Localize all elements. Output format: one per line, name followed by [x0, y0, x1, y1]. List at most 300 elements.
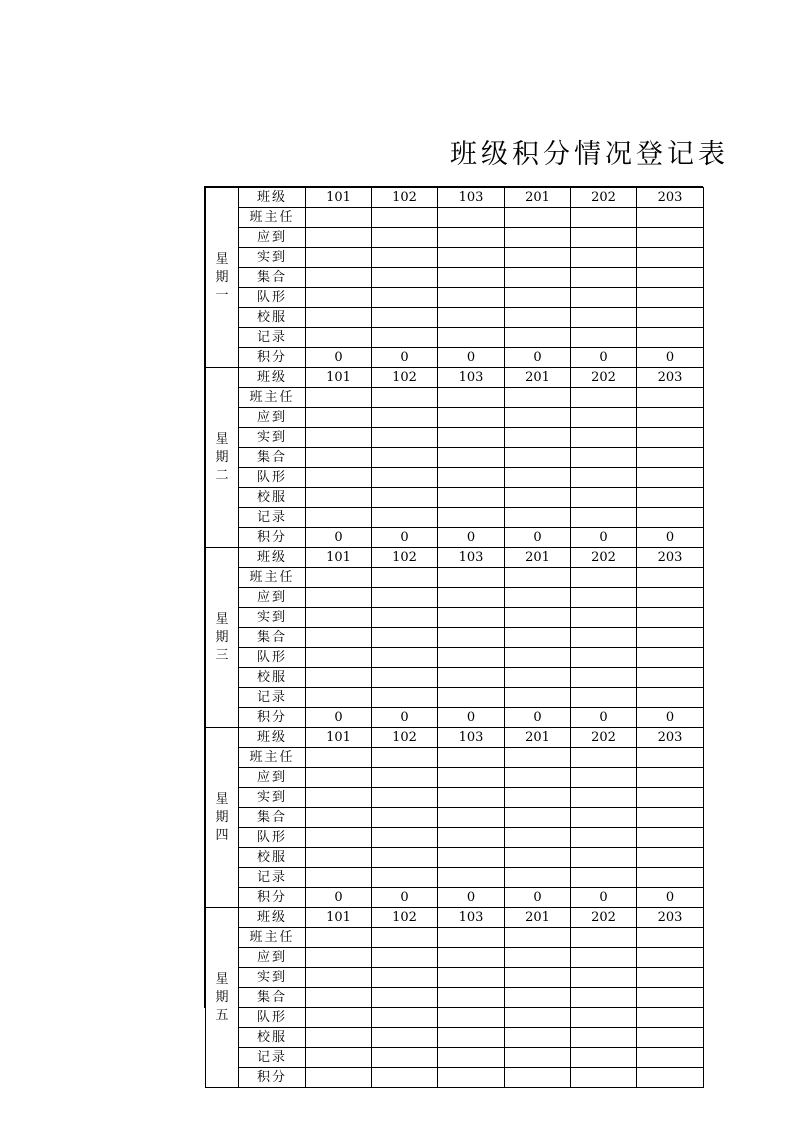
score-cell: 0: [372, 888, 438, 908]
row-label: 集合: [239, 268, 306, 288]
score-cell: 0: [438, 708, 505, 728]
table-row: [206, 628, 704, 648]
table-row: [206, 228, 704, 248]
entry-cell: [505, 408, 571, 428]
score-cell: 0: [372, 348, 438, 368]
class-number-cell: 102: [372, 548, 438, 568]
class-number-cell: 101: [306, 908, 372, 928]
table-row: [206, 468, 704, 488]
entry-cell: [438, 248, 505, 268]
entry-cell: [438, 808, 505, 828]
score-cell: 0: [637, 708, 704, 728]
score-cell: 0: [637, 888, 704, 908]
entry-cell: [571, 408, 637, 428]
entry-cell: [438, 1048, 505, 1068]
entry-cell: [438, 828, 505, 848]
entry-cell: [306, 308, 372, 328]
table-row: [206, 868, 704, 888]
table-row: [206, 748, 704, 768]
entry-cell: [637, 208, 704, 228]
entry-cell: [372, 288, 438, 308]
day-label: [206, 548, 239, 728]
table-row: [206, 1028, 704, 1048]
entry-cell: [306, 808, 372, 828]
row-label: 积分: [239, 708, 306, 728]
entry-cell: [505, 308, 571, 328]
entry-cell: [438, 468, 505, 488]
entry-cell: [637, 228, 704, 248]
entry-cell: [306, 688, 372, 708]
entry-cell: [306, 768, 372, 788]
entry-cell: [571, 268, 637, 288]
table-row: [206, 888, 704, 908]
entry-cell: [571, 808, 637, 828]
row-label: 实到: [239, 968, 306, 988]
entry-cell: [637, 608, 704, 628]
row-label: 集合: [239, 808, 306, 828]
entry-cell: [372, 488, 438, 508]
entry-cell: [372, 508, 438, 528]
entry-cell: [438, 448, 505, 468]
row-label: 班级: [239, 188, 306, 208]
entry-cell: [306, 288, 372, 308]
score-cell: 0: [306, 348, 372, 368]
entry-cell: [571, 768, 637, 788]
class-number-cell: 201: [505, 728, 571, 748]
score-cell: 0: [505, 888, 571, 908]
entry-cell: [571, 648, 637, 668]
entry-cell: [438, 408, 505, 428]
entry-cell: [372, 568, 438, 588]
entry-cell: [372, 428, 438, 448]
row-label: 班主任: [239, 208, 306, 228]
entry-cell: [637, 748, 704, 768]
entry-cell: [306, 648, 372, 668]
row-label: 记录: [239, 508, 306, 528]
entry-cell: [571, 428, 637, 448]
score-table: [205, 187, 704, 1088]
entry-cell: [306, 508, 372, 528]
score-table-body: [206, 188, 704, 1088]
score-cell: 0: [571, 888, 637, 908]
score-cell: 0: [505, 348, 571, 368]
entry-cell: [637, 928, 704, 948]
entry-cell: [505, 1008, 571, 1028]
entry-cell: [306, 828, 372, 848]
entry-cell: [438, 968, 505, 988]
entry-cell: [505, 448, 571, 468]
entry-cell: [372, 668, 438, 688]
entry-cell: [438, 668, 505, 688]
entry-cell: [505, 928, 571, 948]
table-row: [206, 208, 704, 228]
table-row: [206, 488, 704, 508]
day-label-char: 五: [215, 1007, 229, 1023]
table-row: [206, 408, 704, 428]
entry-cell: [571, 328, 637, 348]
entry-cell: [372, 768, 438, 788]
table-row: [206, 968, 704, 988]
entry-cell: [571, 468, 637, 488]
class-number-cell: 103: [438, 188, 505, 208]
class-number-cell: 101: [306, 188, 372, 208]
table-row: [206, 548, 704, 568]
entry-cell: [637, 508, 704, 528]
entry-cell: [438, 428, 505, 448]
entry-cell: [306, 268, 372, 288]
entry-cell: [571, 308, 637, 328]
entry-cell: [571, 488, 637, 508]
entry-cell: [571, 1048, 637, 1068]
entry-cell: [438, 208, 505, 228]
score-cell: 0: [637, 348, 704, 368]
class-number-cell: 202: [571, 908, 637, 928]
row-label: 记录: [239, 328, 306, 348]
score-cell: 0: [571, 708, 637, 728]
score-cell: 0: [372, 708, 438, 728]
table-row: [206, 448, 704, 468]
day-label-char: 期: [215, 449, 229, 465]
entry-cell: [571, 208, 637, 228]
entry-cell: [637, 848, 704, 868]
row-label: 队形: [239, 648, 306, 668]
class-number-cell: 102: [372, 908, 438, 928]
entry-cell: [637, 648, 704, 668]
entry-cell: [505, 968, 571, 988]
entry-cell: [438, 688, 505, 708]
entry-cell: [438, 788, 505, 808]
class-number-cell: 203: [637, 188, 704, 208]
entry-cell: [372, 808, 438, 828]
table-row: [206, 568, 704, 588]
entry-cell: [505, 868, 571, 888]
entry-cell: [438, 588, 505, 608]
class-number-cell: 102: [372, 368, 438, 388]
day-label-char: 四: [215, 827, 229, 843]
entry-cell: [372, 608, 438, 628]
table-row: [206, 728, 704, 748]
entry-cell: [372, 248, 438, 268]
row-label: 班主任: [239, 748, 306, 768]
entry-cell: [306, 608, 372, 628]
entry-cell: [571, 588, 637, 608]
class-number-cell: 103: [438, 368, 505, 388]
class-number-cell: 203: [637, 548, 704, 568]
entry-cell: [571, 508, 637, 528]
entry-cell: [306, 328, 372, 348]
entry-cell: [372, 848, 438, 868]
entry-cell: [438, 268, 505, 288]
score-sheet: [204, 186, 703, 1085]
entry-cell: [505, 668, 571, 688]
entry-cell: [505, 508, 571, 528]
entry-cell: [637, 448, 704, 468]
entry-cell: [306, 568, 372, 588]
entry-cell: [438, 948, 505, 968]
entry-cell: [306, 1008, 372, 1028]
entry-cell: [372, 828, 438, 848]
entry-cell: [505, 1048, 571, 1068]
entry-cell: [438, 608, 505, 628]
score-cell: 0: [505, 708, 571, 728]
entry-cell: [505, 228, 571, 248]
row-label: 实到: [239, 608, 306, 628]
table-row: [206, 268, 704, 288]
class-number-cell: 203: [637, 728, 704, 748]
day-label-char: 星: [215, 251, 229, 267]
row-label: 班主任: [239, 388, 306, 408]
entry-cell: [637, 388, 704, 408]
table-row: [206, 328, 704, 348]
class-number-cell: 101: [306, 728, 372, 748]
row-label: 实到: [239, 788, 306, 808]
entry-cell: [505, 808, 571, 828]
score-cell: [438, 1068, 505, 1088]
table-row: [206, 708, 704, 728]
entry-cell: [505, 488, 571, 508]
entry-cell: [505, 208, 571, 228]
entry-cell: [505, 588, 571, 608]
entry-cell: [637, 328, 704, 348]
score-cell: 0: [637, 528, 704, 548]
entry-cell: [372, 688, 438, 708]
row-label: 积分: [239, 348, 306, 368]
entry-cell: [505, 988, 571, 1008]
entry-cell: [571, 948, 637, 968]
row-label: 班主任: [239, 928, 306, 948]
table-row: [206, 188, 704, 208]
entry-cell: [505, 848, 571, 868]
entry-cell: [306, 988, 372, 1008]
class-number-cell: 202: [571, 548, 637, 568]
page-title: 班级积分情况登记表: [450, 139, 729, 170]
entry-cell: [306, 968, 372, 988]
entry-cell: [637, 1048, 704, 1068]
score-cell: 0: [306, 708, 372, 728]
table-row: [206, 1068, 704, 1088]
row-label: 记录: [239, 868, 306, 888]
row-label: 应到: [239, 228, 306, 248]
day-label-char: 期: [215, 629, 229, 645]
entry-cell: [637, 768, 704, 788]
entry-cell: [505, 828, 571, 848]
entry-cell: [637, 1008, 704, 1028]
entry-cell: [306, 228, 372, 248]
entry-cell: [571, 1008, 637, 1028]
entry-cell: [505, 1028, 571, 1048]
table-row: [206, 788, 704, 808]
class-number-cell: 102: [372, 188, 438, 208]
score-cell: 0: [438, 528, 505, 548]
entry-cell: [637, 268, 704, 288]
entry-cell: [372, 628, 438, 648]
row-label: 应到: [239, 408, 306, 428]
entry-cell: [571, 968, 637, 988]
entry-cell: [306, 668, 372, 688]
entry-cell: [438, 1028, 505, 1048]
score-cell: [637, 1068, 704, 1088]
entry-cell: [637, 568, 704, 588]
entry-cell: [306, 488, 372, 508]
entry-cell: [372, 928, 438, 948]
row-label: 班主任: [239, 568, 306, 588]
entry-cell: [306, 748, 372, 768]
day-label-char: 三: [215, 647, 229, 663]
entry-cell: [505, 388, 571, 408]
entry-cell: [637, 428, 704, 448]
entry-cell: [505, 768, 571, 788]
table-row: [206, 668, 704, 688]
entry-cell: [637, 468, 704, 488]
entry-cell: [505, 608, 571, 628]
class-number-cell: 201: [505, 188, 571, 208]
entry-cell: [438, 508, 505, 528]
day-label: [206, 908, 239, 1088]
entry-cell: [372, 748, 438, 768]
row-label: 队形: [239, 828, 306, 848]
entry-cell: [637, 688, 704, 708]
entry-cell: [306, 388, 372, 408]
table-row: [206, 248, 704, 268]
class-number-cell: 203: [637, 908, 704, 928]
entry-cell: [637, 288, 704, 308]
entry-cell: [571, 668, 637, 688]
entry-cell: [505, 268, 571, 288]
entry-cell: [571, 848, 637, 868]
table-row: [206, 808, 704, 828]
class-number-cell: 201: [505, 908, 571, 928]
day-label-char: 二: [215, 467, 229, 483]
entry-cell: [571, 928, 637, 948]
row-label: 实到: [239, 248, 306, 268]
table-row: [206, 1008, 704, 1028]
score-cell: 0: [571, 348, 637, 368]
row-label: 应到: [239, 588, 306, 608]
row-label: 队形: [239, 1008, 306, 1028]
entry-cell: [637, 488, 704, 508]
entry-cell: [306, 468, 372, 488]
class-number-cell: 101: [306, 548, 372, 568]
entry-cell: [438, 388, 505, 408]
day-label-char: 期: [215, 809, 229, 825]
entry-cell: [372, 1008, 438, 1028]
entry-cell: [372, 408, 438, 428]
day-label: [206, 728, 239, 908]
table-row: [206, 928, 704, 948]
entry-cell: [637, 788, 704, 808]
entry-cell: [438, 1008, 505, 1028]
entry-cell: [637, 308, 704, 328]
class-number-cell: 103: [438, 548, 505, 568]
entry-cell: [372, 208, 438, 228]
entry-cell: [571, 628, 637, 648]
row-label: 班级: [239, 548, 306, 568]
table-row: [206, 988, 704, 1008]
entry-cell: [571, 288, 637, 308]
score-cell: 0: [438, 348, 505, 368]
entry-cell: [372, 648, 438, 668]
row-label: 校服: [239, 308, 306, 328]
entry-cell: [306, 628, 372, 648]
entry-cell: [637, 808, 704, 828]
entry-cell: [637, 828, 704, 848]
table-row: [206, 528, 704, 548]
class-number-cell: 201: [505, 368, 571, 388]
row-label: 班级: [239, 368, 306, 388]
table-row: [206, 648, 704, 668]
entry-cell: [438, 328, 505, 348]
entry-cell: [571, 228, 637, 248]
table-row: [206, 948, 704, 968]
entry-cell: [438, 228, 505, 248]
entry-cell: [637, 588, 704, 608]
entry-cell: [505, 328, 571, 348]
entry-cell: [637, 948, 704, 968]
row-label: 校服: [239, 848, 306, 868]
row-label: 校服: [239, 668, 306, 688]
table-row: [206, 348, 704, 368]
table-row: [206, 508, 704, 528]
class-number-cell: 103: [438, 908, 505, 928]
entry-cell: [306, 1048, 372, 1068]
entry-cell: [637, 1028, 704, 1048]
entry-cell: [372, 468, 438, 488]
day-label-char: 星: [215, 791, 229, 807]
score-cell: [306, 1068, 372, 1088]
entry-cell: [505, 688, 571, 708]
entry-cell: [438, 568, 505, 588]
class-number-cell: 202: [571, 368, 637, 388]
table-row: [206, 828, 704, 848]
entry-cell: [505, 628, 571, 648]
entry-cell: [505, 788, 571, 808]
entry-cell: [571, 828, 637, 848]
day-label-char: 期: [215, 269, 229, 285]
entry-cell: [571, 1028, 637, 1048]
score-cell: 0: [372, 528, 438, 548]
entry-cell: [372, 448, 438, 468]
entry-cell: [637, 628, 704, 648]
table-row: [206, 368, 704, 388]
entry-cell: [372, 268, 438, 288]
score-cell: 0: [306, 888, 372, 908]
entry-cell: [637, 408, 704, 428]
entry-cell: [372, 328, 438, 348]
class-number-cell: 103: [438, 728, 505, 748]
entry-cell: [306, 1028, 372, 1048]
entry-cell: [637, 248, 704, 268]
entry-cell: [306, 868, 372, 888]
row-label: 记录: [239, 688, 306, 708]
row-label: 积分: [239, 888, 306, 908]
row-label: 实到: [239, 428, 306, 448]
entry-cell: [372, 988, 438, 1008]
entry-cell: [306, 588, 372, 608]
score-cell: 0: [306, 528, 372, 548]
entry-cell: [372, 868, 438, 888]
row-label: 班级: [239, 728, 306, 748]
entry-cell: [438, 648, 505, 668]
row-label: 记录: [239, 1048, 306, 1068]
class-number-cell: 102: [372, 728, 438, 748]
entry-cell: [438, 768, 505, 788]
entry-cell: [372, 1028, 438, 1048]
row-label: 积分: [239, 1068, 306, 1088]
entry-cell: [571, 988, 637, 1008]
score-cell: [571, 1068, 637, 1088]
table-row: [206, 308, 704, 328]
row-label: 应到: [239, 948, 306, 968]
